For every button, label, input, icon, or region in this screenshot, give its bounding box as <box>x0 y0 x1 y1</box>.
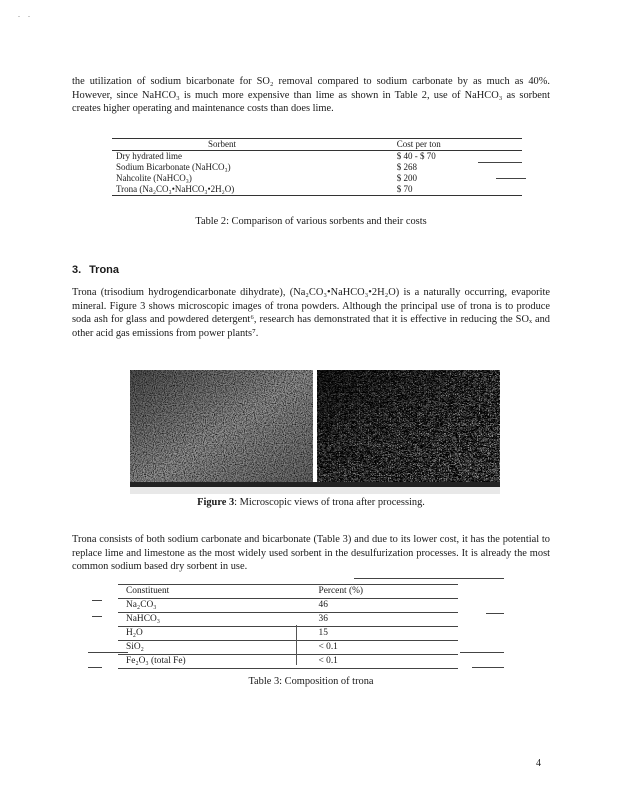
section-title: Trona <box>89 264 120 276</box>
figure-3-caption-text: : Microscopic views of trona after processing. <box>234 497 425 508</box>
table-cell: Na₂CO₃ <box>118 599 247 613</box>
micrograph-left-texture <box>130 370 313 494</box>
table-3-header-percent: Percent (%) <box>247 585 459 599</box>
table-2-caption: Table 2: Comparison of various sorbents and their costs <box>195 216 427 227</box>
table-2-header-cost: Cost per ton <box>367 139 522 151</box>
table-row <box>118 599 458 613</box>
figure-3-micrographs <box>130 370 500 494</box>
section-number: 3. <box>72 264 82 276</box>
page-number: 4 <box>536 758 541 769</box>
table-row <box>112 151 522 163</box>
paragraph-trona-intro: Trona (trisodium hydrogendicarbonate dihydrate), (Na₂CO₃•NaHCO₃•2H₂O) is a naturally occurring, evaporite mineral. Figure 3 shows microscopic images of trona powders. Although the principal use of trona is to produce soda ash for glass and powdered detergent⁶, research has demonstrated that it is effective in reducing the SOₓ and other acid gas emissions from power plants⁷. <box>72 287 550 339</box>
table-cell: < 0.1 <box>247 641 459 655</box>
figure-3-label: Figure 3 <box>197 497 235 508</box>
table-cell: 36 <box>247 613 459 627</box>
table-row <box>118 655 458 669</box>
table-2-header-sorbent: Sorbent <box>112 139 367 151</box>
image-bottom-edge <box>130 487 500 494</box>
table-cell: $ 40 - $ 70 <box>396 151 436 161</box>
micrograph-right-texture <box>317 370 500 494</box>
table-rule-fragment <box>92 600 102 601</box>
paragraph-trona-composition: Trona consists of both sodium carbonate and bicarbonate (Table 3) and due to its lower cost, it has the potential to replace lime and limestone as the most widely used sorbent in the desulfurization processes. It is already the most common sodium based dry sorbent in use. <box>72 534 550 573</box>
table-rule-fragment <box>88 667 102 668</box>
table-3-caption: Table 3: Composition of trona <box>248 676 374 687</box>
table-rule-fragment <box>460 652 504 653</box>
table-cell: Nahcolite (NaHCO₃) <box>116 173 192 183</box>
table-3-header-constituent: Constituent <box>118 585 247 599</box>
table-cell: $ 200 <box>396 173 417 183</box>
scan-corner-mark: . . <box>18 10 33 19</box>
paragraph-sodium-bicarbonate: the utilization of sodium bicarbonate for SO₂ removal compared to sodium carbonate by as much as 40%. However, since NaHCO₃ is much more expensive than lime as shown in Table 2, use of NaHCO₃ as sorbent creates higher operating and maintenance costs than does lime. <box>72 76 550 115</box>
table-rule-fragment <box>478 162 522 163</box>
micrograph-image <box>130 370 500 494</box>
table-cell: Fe₂O₃ (total Fe) <box>118 655 247 669</box>
table-cell: < 0.1 <box>247 655 459 669</box>
table-row <box>118 641 458 655</box>
section-heading <box>72 264 119 276</box>
table-row <box>118 613 458 627</box>
table-cell: 46 <box>247 599 459 613</box>
table-rule-fragment <box>472 667 504 668</box>
table-cell: $ 70 <box>367 184 522 196</box>
table-rule-fragment <box>92 616 102 617</box>
figure-3-caption <box>72 497 550 508</box>
table-cell: $ 268 <box>396 162 417 172</box>
table-cell: Dry hydrated lime <box>116 151 182 161</box>
table-row <box>112 162 522 173</box>
table-cell: SiO₂ <box>118 641 247 655</box>
table-3-trona-composition <box>118 584 458 669</box>
table-cell: H₂O <box>118 627 247 641</box>
table-cell: Sodium Bicarbonate (NaHCO₃) <box>116 162 231 172</box>
table-rule-fragment <box>486 613 504 614</box>
table-2-sorbent-costs <box>112 138 522 196</box>
table-cell: 15 <box>247 627 459 641</box>
table-rule-fragment <box>354 578 504 579</box>
table-rule-fragment <box>496 178 526 179</box>
table-cell: NaHCO₃ <box>118 613 247 627</box>
table-cell: Trona (Na₂CO₃•NaHCO₃•2H₂O) <box>112 184 367 196</box>
table-row <box>118 627 458 641</box>
table-rule-fragment <box>88 652 128 653</box>
table-row <box>112 184 522 196</box>
table-row <box>112 173 522 184</box>
scale-bar-strip <box>130 482 500 487</box>
table-3-vertical-rule <box>296 625 297 665</box>
